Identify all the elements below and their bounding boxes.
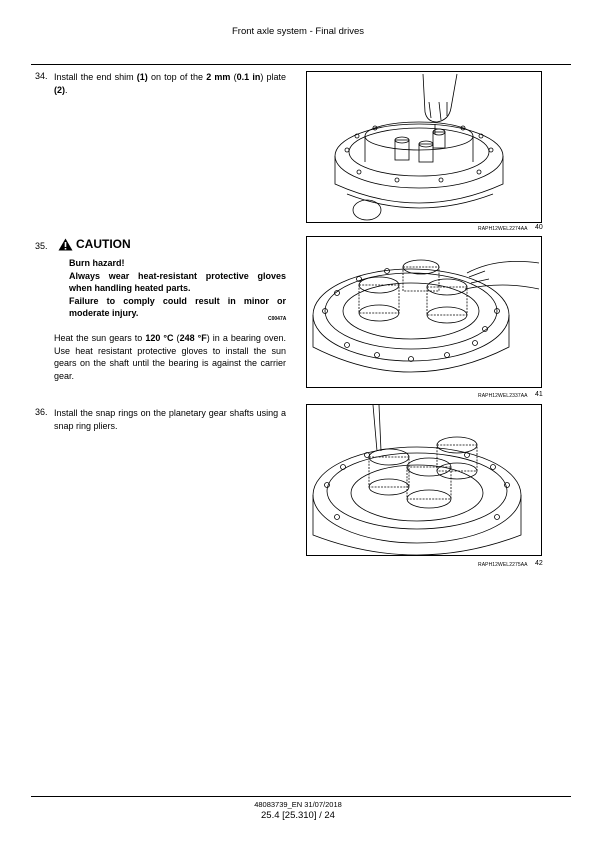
caution-code: C0047A [268,316,287,322]
step-35-text: Heat the sun gears to 120 °C (248 °F) in a bearing oven. Use heat resistant protective gloves to install the sun gears on the shaft until the bearing is against the carrier gear. [54,333,286,381]
page-header-title: Front axle system - Final drives [232,26,364,37]
warning-triangle-icon [58,238,73,251]
caution-body [69,257,286,320]
figure-41-sun-gears-install [306,236,542,388]
figure-41-reference: RAPH12WEL2337AA [478,393,528,399]
step-36-number: 36. [35,407,48,417]
figure-40-number: 40 [535,224,543,231]
figure-40-end-shim-install [306,71,542,223]
figure-41-number: 41 [535,391,543,398]
caution-line-3: Failure to comply could result in minor or moderate injury. [69,295,286,318]
figure-42-reference: RAPH12WEL2275AA [478,562,528,568]
footer-document-id: 48083739_EN 31/07/2018 [254,800,342,809]
step-36-text: Install the snap rings on the planetary gear shafts using a snap ring pliers. [54,408,286,431]
footer-divider [31,796,571,797]
caution-line-1: Burn hazard! [69,258,125,268]
step-34-number: 34. [35,71,48,81]
footer-page-number: 25.4 [25.310] / 24 [261,810,335,821]
step-35-number: 35. [35,241,48,251]
step-34-text: Install the end shim (1) on top of the 2 mm (0.1 in) plate (2). [54,72,287,95]
caution-title: CAUTION [76,237,131,251]
figure-42-snap-rings-install [306,404,542,556]
caution-heading [58,237,131,251]
figure-40-reference: RAPH12WEL2274AA [478,226,528,232]
figure-42-number: 42 [535,560,543,567]
header-divider [31,64,571,65]
caution-line-2: Always wear heat-resistant protective gloves when handling heated parts. [69,270,286,293]
